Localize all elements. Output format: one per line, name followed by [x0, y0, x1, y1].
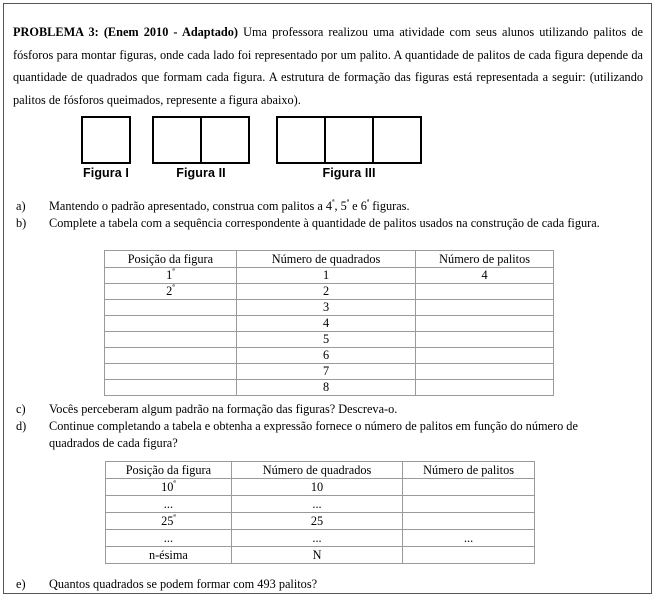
table-cell [105, 364, 237, 380]
table-cell: 3 [236, 300, 415, 316]
table-row [105, 364, 554, 380]
problem-source: (Enem 2010 - Adaptado) [103, 25, 238, 40]
table-cell: 2 [236, 284, 415, 300]
table-cell [105, 380, 237, 396]
table-cell [105, 316, 237, 332]
table-cell [416, 300, 554, 316]
table-cell [416, 332, 554, 348]
item-b-text: Complete a tabela com a sequência correspondente à quantidade de palitos usados na construção de cada figura. [49, 216, 600, 230]
table-cell: 4 [236, 316, 415, 332]
table1-header-squares: Número de quadrados [236, 251, 415, 268]
square [81, 116, 131, 164]
table1-header-position: Posição da figura [105, 251, 237, 268]
table-cell: 1 [236, 268, 415, 284]
figure-2-label: Figura II [176, 166, 226, 180]
table-cell: ... [403, 530, 535, 547]
table-cell: $10^ª$ [106, 479, 232, 496]
problem-statement [13, 21, 643, 111]
question-item-b [16, 215, 640, 232]
table-row [105, 348, 554, 364]
figure-group-2 [152, 116, 250, 180]
table-cell [416, 348, 554, 364]
question-item-a [16, 198, 636, 215]
table-cell [416, 380, 554, 396]
table-cell: $1^ª$ [105, 268, 237, 284]
document-page [3, 3, 652, 594]
table-cell: $25^ª$ [106, 513, 232, 530]
table-cell: 10 [231, 479, 402, 496]
sequence-table-1 [104, 250, 554, 396]
table-cell [105, 300, 237, 316]
item-e-text: Quantos quadrados se podem formar com 493 palitos? [49, 577, 318, 591]
table-row [106, 513, 535, 530]
item-c-text: Vocês perceberam algum padrão na formação das figuras? Descreva-o. [49, 402, 398, 416]
table-cell: 6 [236, 348, 415, 364]
item-d-marker: d) [16, 419, 27, 433]
table-cell [105, 348, 237, 364]
figure-3-squares [276, 116, 422, 164]
table-cell: $2^ª$ [105, 284, 237, 300]
problem-label: PROBLEMA 3: [13, 25, 99, 40]
figure-1-label: Figura I [83, 166, 129, 180]
table-cell [416, 364, 554, 380]
table-cell: 8 [236, 380, 415, 396]
square [276, 116, 326, 164]
table-row [105, 380, 554, 396]
figure-2-squares [152, 116, 250, 164]
square [200, 116, 250, 164]
table-header-row [106, 462, 535, 479]
square [324, 116, 374, 164]
table-cell: 5 [236, 332, 415, 348]
table1-header-sticks: Número de palitos [416, 251, 554, 268]
sequence-table-2 [105, 461, 535, 564]
table-row [106, 496, 535, 513]
table-cell [403, 496, 535, 513]
figure-group-3 [276, 116, 422, 180]
figures-diagram [4, 116, 653, 182]
problem-body: Uma professora realizou uma atividade com seus alunos utilizando palitos de fósforos para montar figuras, onde cada lado foi representado por um palito. A quantidade de palitos de cada figura depende da quantidade de quadrados que formam cada figura. A estrutura de formação das figuras está representada a seguir: (utilizando palitos de fósforos queimados, represente a figura abaixo). [13, 25, 643, 107]
table-row [105, 284, 554, 300]
item-c-marker: c) [16, 402, 26, 416]
table-row [105, 300, 554, 316]
question-item-c [16, 401, 636, 418]
figure-group-1 [81, 116, 131, 180]
table-cell [403, 547, 535, 564]
item-e-marker: e) [16, 577, 26, 591]
question-item-e [16, 576, 516, 593]
table-cell [403, 513, 535, 530]
table-cell [416, 284, 554, 300]
figure-3-label: Figura III [322, 166, 376, 180]
table-row [105, 332, 554, 348]
table2-header-position: Posição da figura [106, 462, 232, 479]
table-cell: 25 [231, 513, 402, 530]
table-cell [403, 479, 535, 496]
table-cell [416, 316, 554, 332]
table2-header-sticks: Número de palitos [403, 462, 535, 479]
table-row [106, 530, 535, 547]
item-a-marker: a) [16, 199, 26, 213]
table1-body [105, 265, 554, 396]
table-cell: ... [106, 530, 232, 547]
table-cell: ... [106, 496, 232, 513]
square [152, 116, 202, 164]
item-d-text: Continue completando a tabela e obtenha a expressão fornece o número de palitos em função do número de quadrados de cada figura? [49, 419, 578, 450]
table-cell: 7 [236, 364, 415, 380]
table-cell: N [231, 547, 402, 564]
table-cell [105, 332, 237, 348]
table-cell: n-ésima [106, 547, 232, 564]
item-b-marker: b) [16, 216, 27, 230]
table-cell: 4 [416, 268, 554, 284]
table-cell: ... [231, 530, 402, 547]
table2-header-squares: Número de quadrados [231, 462, 402, 479]
question-item-d [16, 418, 606, 452]
square [372, 116, 422, 164]
table-row [106, 479, 535, 496]
table-cell: ... [231, 496, 402, 513]
item-a-text: Mantendo o padrão apresentado, construa com palitos a $4^ª$, $5^ª$ e $6^ª$ figuras. [49, 196, 410, 213]
figure-1-squares [81, 116, 131, 164]
table-row [105, 316, 554, 332]
table2-body [106, 479, 535, 564]
table-row [106, 547, 535, 564]
